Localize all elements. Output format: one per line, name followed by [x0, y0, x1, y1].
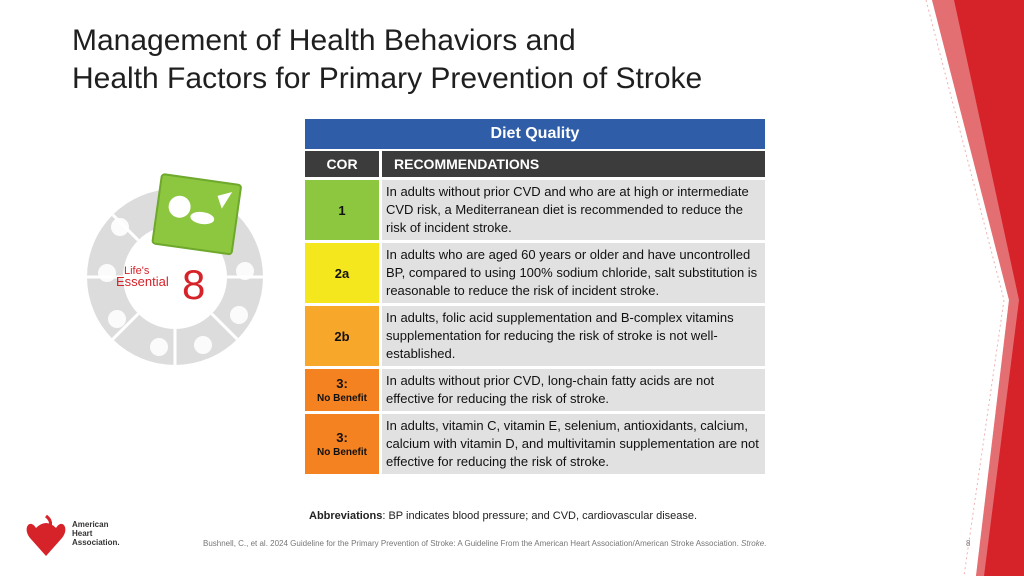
abbreviations-text: : BP indicates blood pressure; and CVD, cardiovascular disease. — [382, 510, 698, 522]
cor-cell — [305, 243, 379, 303]
weight-icon — [194, 336, 212, 354]
red-decorative-band — [924, 0, 1024, 576]
page-number: 8 — [966, 539, 971, 548]
slide-title — [72, 22, 702, 98]
aha-wordmark — [72, 520, 120, 547]
diet-quality-table — [305, 119, 765, 474]
citation-text: Bushnell, C., et al. 2024 Guideline for the Primary Prevention of Stroke: A Guideline From the American Heart Association/American Stroke Association. — [203, 539, 742, 548]
table-header — [305, 151, 765, 177]
cor-sub: No Benefit — [317, 393, 367, 404]
glucose-icon — [230, 306, 248, 324]
wheel-label-top: Life's — [124, 265, 150, 277]
citation — [203, 539, 766, 548]
cor-value: 2a — [334, 265, 350, 281]
table-row — [305, 306, 765, 366]
wheel-label-bottom: Essential — [116, 274, 169, 289]
aha-line2: Heart — [72, 529, 93, 538]
recommendation-cell: In adults without prior CVD and who are at high or intermediate CVD risk, a Mediterranean diet is recommended to reduce the risk of incident stroke. — [382, 180, 765, 240]
abbreviations-label: Abbreviations — [309, 510, 383, 522]
table-body — [305, 180, 765, 474]
abbreviations-note — [309, 510, 697, 522]
cor-cell — [305, 180, 379, 240]
table-row — [305, 243, 765, 303]
citation-journal: Stroke — [741, 539, 765, 548]
cor-value: 1 — [338, 202, 346, 218]
wheel-number: 8 — [182, 261, 206, 308]
cor-cell — [305, 414, 379, 474]
cor-value: 3: — [336, 376, 348, 391]
recommendation-cell: In adults without prior CVD, long-chain fatty acids are not effective for reducing the risk of stroke. — [382, 369, 765, 411]
cor-cell — [305, 369, 379, 411]
slide-title-line2: Health Factors for Primary Prevention of Stroke — [72, 62, 703, 95]
table-row — [305, 414, 765, 474]
aha-line1: American — [72, 520, 109, 529]
heart-torch-icon — [27, 523, 66, 556]
table-title: Diet Quality — [305, 119, 765, 149]
table-row — [305, 180, 765, 240]
no-smoking-icon — [98, 264, 116, 282]
recommendation-cell: In adults, folic acid supplementation and B-complex vitamins supplementation for reducing the risk of stroke is not well-established. — [382, 306, 765, 366]
cholesterol-icon — [150, 338, 168, 356]
recommendation-cell: In adults, vitamin C, vitamin E, selenium, antioxidants, calcium, calcium with vitamin D, and multivitamin supplementation are not effective for reducing the risk of stroke. — [382, 414, 765, 474]
cor-value: 2b — [334, 328, 350, 344]
activity-icon — [236, 262, 254, 280]
header-recommendations: RECOMMENDATIONS — [382, 151, 765, 177]
aha-line3: Association. — [72, 538, 120, 547]
cor-sub: No Benefit — [317, 447, 367, 458]
table-row — [305, 369, 765, 411]
slide-title-line1: Management of Health Behaviors and — [72, 24, 576, 57]
blood-pressure-icon — [108, 310, 126, 328]
cor-value: 3: — [336, 430, 348, 445]
food-icon — [111, 218, 129, 236]
citation-end: . — [764, 539, 767, 548]
cor-cell — [305, 306, 379, 366]
recommendation-cell: In adults who are aged 60 years or older and have uncontrolled BP, compared to using 100% sodium chloride, salt substitution is reasonable to reduce the risk of incident stroke. — [382, 243, 765, 303]
header-cor: COR — [305, 151, 379, 177]
lifes-essential-8-wheel — [84, 172, 266, 372]
